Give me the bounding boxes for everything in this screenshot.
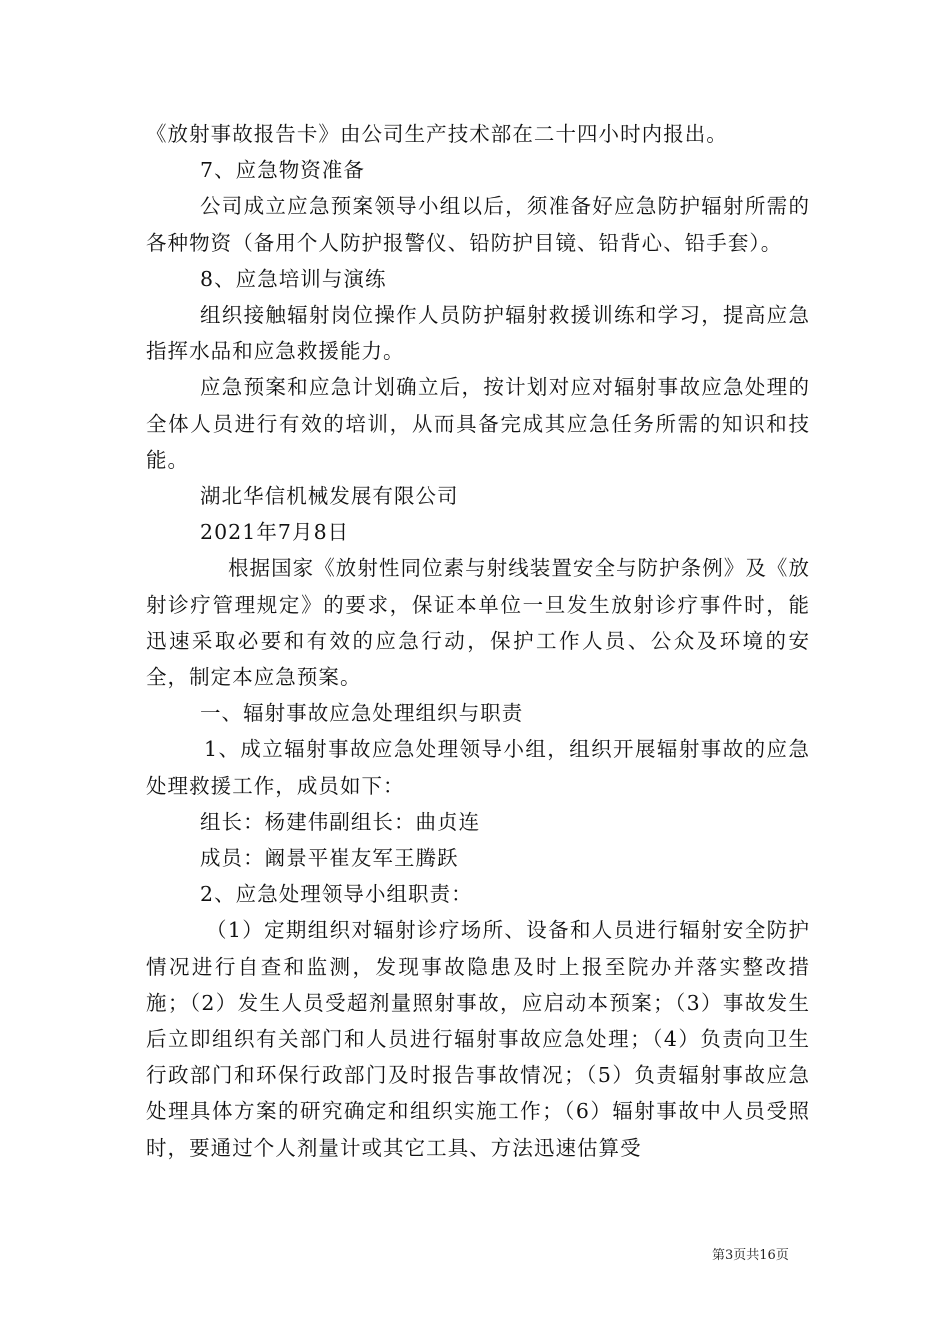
document-date: 2021年7月8日 (200, 520, 350, 545)
paragraph-training-plan: 应急预案和应急计划确立后，按计划对应对辐射事故应急处理的全体人员进行有效的培训，从而具备完成其应急任务所需的知识和技能。 (146, 375, 810, 472)
paragraph-report-card: 《放射事故报告卡》由公司生产技术部在二十四小时内报出。 (146, 122, 728, 146)
heading-training-drills: 8、应急培训与演练 (200, 266, 387, 291)
paragraph-leadership-group: 1、成立辐射事故应急处理领导小组，组织开展辐射事故的应急处理救援工作，成员如下： (146, 737, 810, 798)
paragraph-training: 组织接触辐射岗位操作人员防护辐射救援训练和学习，提高应急指挥水品和应急救援能力。 (146, 303, 810, 364)
page-number: 第3页共16页 (712, 1248, 789, 1263)
heading-emergency-supplies: 7、应急物资准备 (200, 158, 365, 183)
document-body (146, 116, 810, 1166)
paragraph-supplies: 公司成立应急预案领导小组以后，须准备好应急防护辐射所需的各种物资（备用个人防护报警仪、铅防护目镜、铅背心、铅手套）。 (146, 194, 810, 255)
paragraph-duties-list: （1）定期组织对辐射诊疗场所、设备和人员进行辐射安全防护情况进行自查和监测，发现事故隐患及时上报至院办并落实整改措施；（2）发生人员受超剂量照射事故，应启动本预案；（3）事故发生后立即组织有关部门和人员进行辐射事故应急处理；（4）负责向卫生行政部门和环保行政部门及时报告事故情况；（5）负责辐射事故应急处理具体方案的研究确定和组织实施工作；（6）辐射事故中人员受照时，要通过个人剂量计或其它工具、方法迅速估算受 (146, 918, 810, 1160)
company-name: 湖北华信机械发展有限公司 (200, 484, 459, 509)
heading-organization-duties: 一、辐射事故应急处理组织与职责 (200, 701, 524, 726)
heading-group-duties: 2、应急处理领导小组职责： (200, 882, 473, 907)
group-leaders: 组长：杨建伟副组长：曲贞连 (200, 809, 481, 834)
group-members: 成员：阚景平崔友军王腾跃 (200, 846, 459, 871)
paragraph-regulation-basis: 根据国家《放射性同位素与射线装置安全与防护条例》及《放射诊疗管理规定》的要求，保证本单位一旦发生放射诊疗事件时，能迅速采取必要和有效的应急行动，保护工作人员、公众及环境的安全，制定本应急预案。 (146, 556, 810, 690)
